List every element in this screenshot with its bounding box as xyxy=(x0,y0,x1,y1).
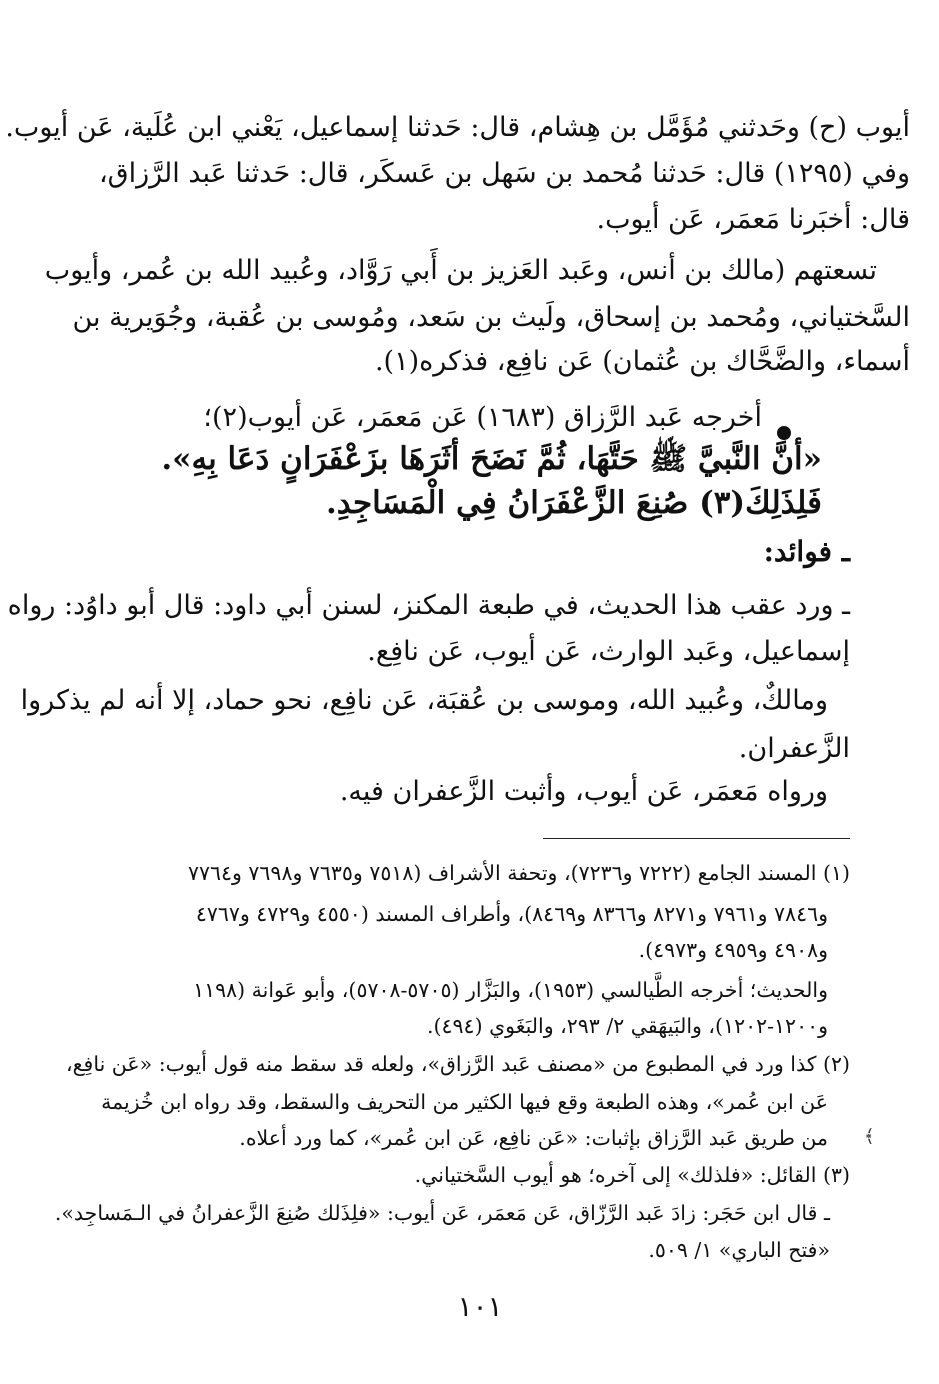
footnote-3-line-3: «فتح الباري» ١/ ٥٠٩. xyxy=(648,1238,830,1262)
footnote-1-line-4: والحديث؛ أخرجه الطَّيالسي (١٩٥٣)، والبَزَّار (٥٧٠٥-٥٧٠٨)، وأبو عَوانة (١١٩٨ xyxy=(193,978,828,1002)
margin-mark: ﴾ xyxy=(864,1126,875,1147)
footnote-2-line-3: من طريق عَبد الرَّزاق بإثبات: «عَن نافِع، عَن ابن عُمر»، كما ورد أعلاه. xyxy=(239,1126,828,1150)
body-line-6: أسماء، والضَّحَّاك بن عُثمان) عَن نافِع، فذكره(١). xyxy=(374,346,910,377)
body-line-1: أيوب (ح) وحَدثني مُؤَمَّل بن هِشام، قال: حَدثنا إسماعيل، يَعْني ابن عُلَية، عَن أيوب. xyxy=(5,112,910,143)
hadith-quote-line-1: «أنَّ النَّبيَّ ﷺ حَتَّهَا، ثُمَّ نَضَحَ أثَرَهَا بزَعْفَرَانٍ دَعَا بِهِ». xyxy=(161,441,822,477)
fawaid-line-2: إسماعيل، وعَبد الوارث، عَن أيوب، عَن نافِع. xyxy=(367,636,850,667)
takhrij-line: أخرجه عَبد الرَّزاق (١٦٨٣) عَن مَعمَر، عَن أيوب(٢)؛ xyxy=(203,402,762,433)
footnote-2-line-2: عَن ابن عُمر»، وهذه الطبعة وقع فيها الكثير من التحريف والسقط، وقد رواه ابن خُزيمة xyxy=(101,1090,828,1114)
fawaid-heading: ـ فوائد: xyxy=(763,535,850,568)
footnote-3-line-2: ـ قال ابن حَجَر: زادَ عَبد الرَّزّاق، عَن مَعمَر، عَن أيوب: «فلِذَلك صُنِعَ الزَّعفرانُ في الـمَساجِد». xyxy=(54,1201,830,1225)
fawaid-line-5: ورواه مَعمَر، عَن أيوب، وأثبت الزَّعفران فيه. xyxy=(339,776,828,807)
footnote-1-line-3: و٤٩٠٨ و٤٩٥٩ و٤٩٧٣). xyxy=(638,938,828,962)
footnote-1-line-1: (١) المسند الجامع (٧٢٢٢ و٧٢٣٦)، وتحفة الأشراف (٧٥١٨ و٧٦٣٥ و٧٦٩٨ و٧٧٦٤ xyxy=(187,861,850,885)
footnote-divider xyxy=(543,838,850,839)
fawaid-line-1: ـ ورد عقب هذا الحديث، في طبعة المكنز، لسنن أبي داود: قال أبو داوُد: رواه xyxy=(7,590,850,621)
body-line-4: تسعتهم (مالك بن أنس، وعَبد العَزيز بن أَبي رَوَّاد، وعُبيد الله بن عُمر، وأيوب xyxy=(44,255,877,286)
fawaid-line-3: ومالكٌ، وعُبيد الله، وموسى بن عُقبَة، عَن نافِع، نحو حماد، إلا أنه لم يذكروا xyxy=(20,685,828,716)
bullet-icon xyxy=(777,426,791,440)
body-line-3: قال: أخبَرنا مَعمَر، عَن أيوب. xyxy=(596,204,910,235)
hadith-quote-line-2: فَلِذَلِكَ(٣) صُنِعَ الزَّعْفَرَانُ فِي الْمَسَاجِدِ. xyxy=(325,485,822,521)
page-number: ١٠١ xyxy=(457,1290,503,1323)
footnote-1-line-2: و٧٨٤٦ و٧٩٦١ و٨٢٧١ و٨٣٦٦ و٨٤٦٩)، وأطراف المسند (٤٥٥٠ و٤٧٢٩ و٤٧٦٧ xyxy=(195,902,828,926)
footnote-2-line-1: (٢) كذا ورد في المطبوع من «مصنف عَبد الرَّزاق»، ولعله قد سقط منه قول أيوب: «عَن نافِع، xyxy=(66,1052,850,1076)
fawaid-line-4: الزَّعفران. xyxy=(738,733,850,764)
footnote-3-line-1: (٣) القائل: «فلذلك» إلى آخره؛ هو أيوب السَّختياني. xyxy=(414,1163,850,1187)
body-line-5: السَّختياني، ومُحمد بن إسحاق، ولَيث بن سَعد، ومُوسى بن عُقبة، وجُوَيرية بن xyxy=(72,302,910,333)
footnote-1-line-5: و١٢٠٠-١٢٠٢)، والبَيهَقي ٢/ ٢٩٣، والبَغَوي (٤٩٤). xyxy=(427,1014,828,1038)
body-line-2: وفي (١٢٩٥) قال: حَدثنا مُحمد بن سَهل بن عَسكَر، قال: حَدثنا عَبد الرَّزاق، xyxy=(98,158,910,189)
